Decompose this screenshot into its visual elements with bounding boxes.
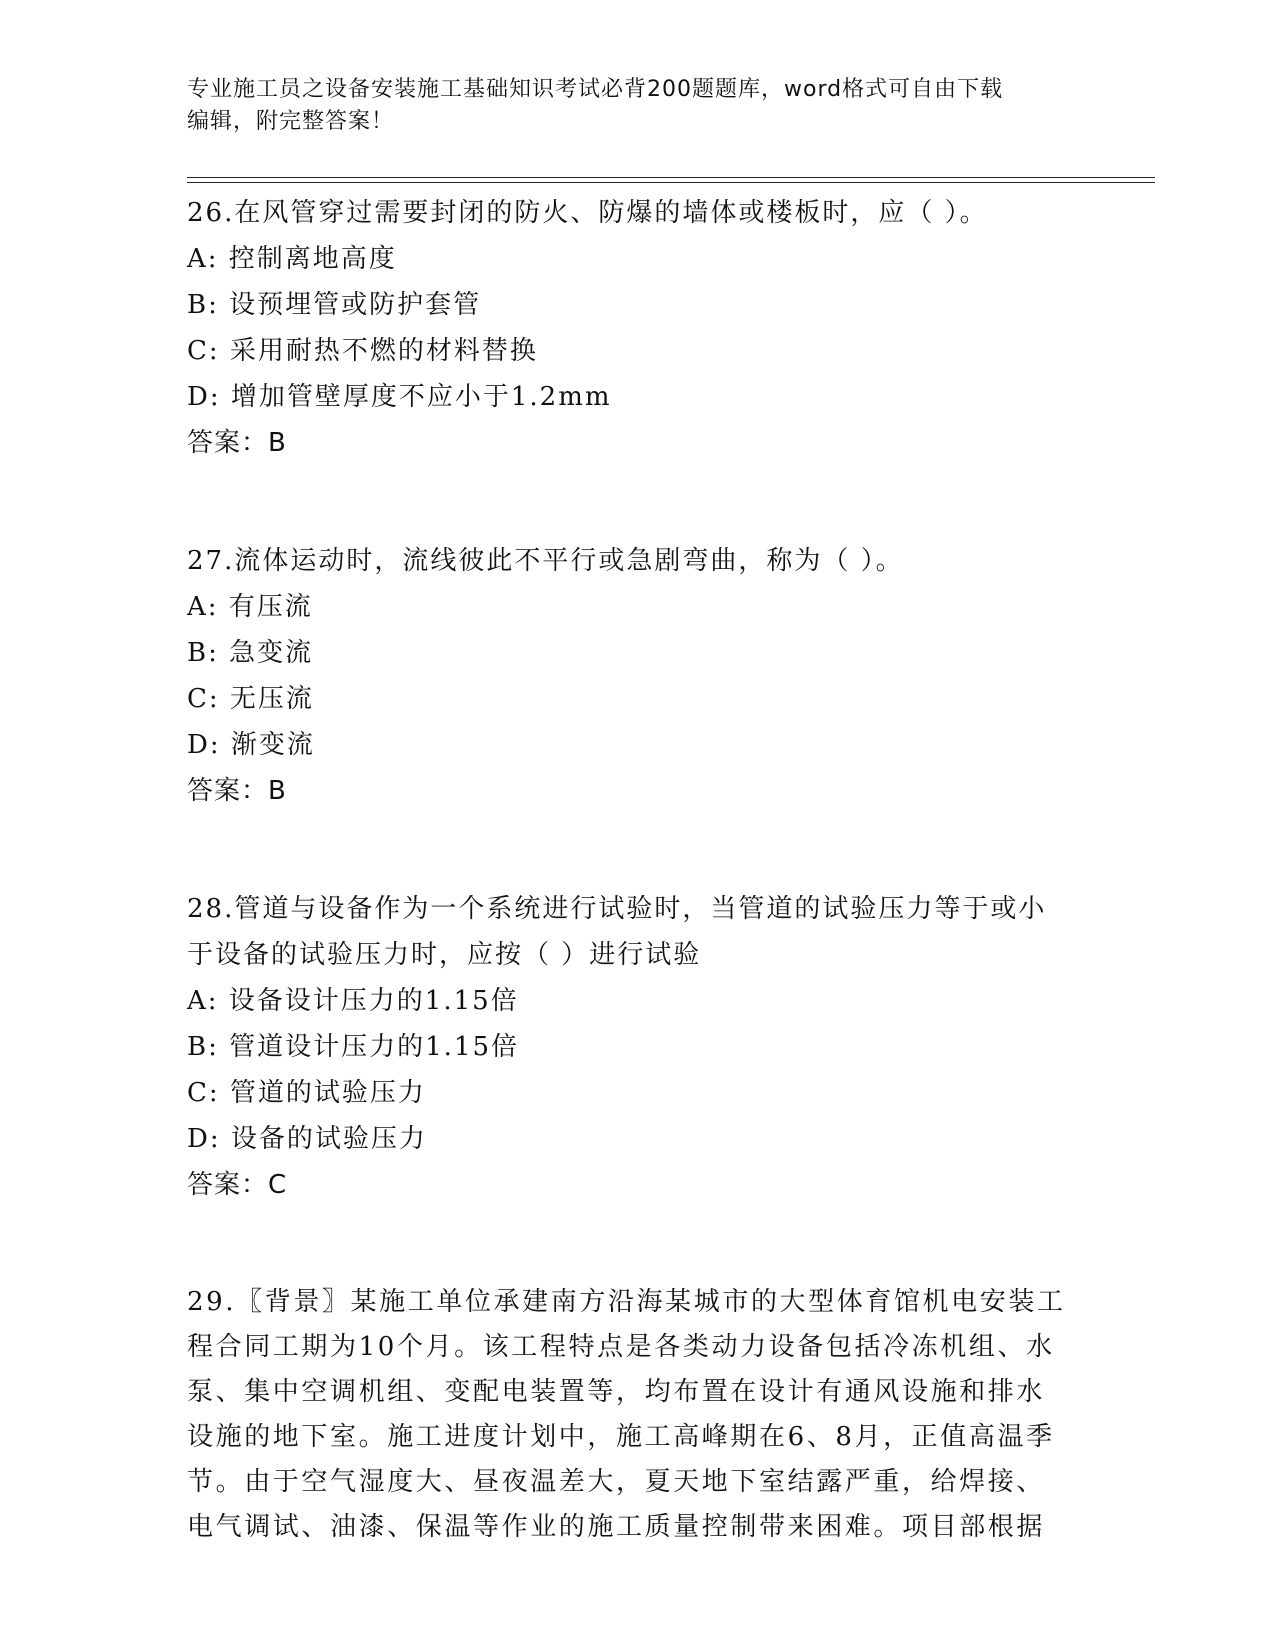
header-divider-bottom [187, 182, 1155, 183]
background-line-1: 29.〖背景〗某施工单位承建南方沿海某城市的大型体育馆机电安装工 [187, 1287, 1066, 1317]
answer: 答案：B [187, 776, 287, 806]
document-header [187, 74, 1087, 138]
question-stem-line-1: 28.管道与设备作为一个系统进行试验时，当管道的试验压力等于或小 [187, 894, 1047, 924]
option-c: C: 采用耐热不燃的材料替换 [187, 336, 538, 366]
question-26 [187, 190, 1087, 466]
option-a: A: 有压流 [187, 592, 313, 622]
answer: 答案：C [187, 1170, 288, 1200]
option-a: A: 控制离地高度 [187, 244, 397, 274]
answer: 答案：B [187, 428, 287, 458]
option-a: A: 设备设计压力的1.15倍 [187, 986, 519, 1016]
spacer [187, 466, 1087, 538]
option-c: C: 管道的试验压力 [187, 1078, 426, 1108]
option-d: D: 增加管壁厚度不应小于1.2mm [187, 382, 612, 412]
option-b: B: 设预埋管或防护套管 [187, 290, 482, 320]
background-line-4: 设施的地下室。施工进度计划中，施工高峰期在6、8月，正值高温季 [187, 1422, 1055, 1452]
header-divider-top [187, 177, 1155, 178]
question-stem: 27.流体运动时，流线彼此不平行或急剧弯曲，称为（ ）。 [187, 546, 904, 576]
question-28 [187, 886, 1087, 1208]
background-line-6: 电气调试、油漆、保温等作业的施工质量控制带来困难。项目部根据 [187, 1512, 1046, 1542]
header-line-1: 专业施工员之设备安装施工基础知识考试必背200题题库，word格式可自由下载 [187, 77, 1004, 102]
option-b: B: 急变流 [187, 638, 314, 668]
question-stem: 26.在风管穿过需要封闭的防火、防爆的墙体或楼板时，应（ ）。 [187, 198, 988, 228]
option-c: C: 无压流 [187, 684, 314, 714]
option-d: D: 渐变流 [187, 730, 315, 760]
background-line-3: 泵、集中空调机组、变配电装置等，均布置在设计有通风设施和排水 [187, 1377, 1046, 1407]
option-b: B: 管道设计压力的1.15倍 [187, 1032, 520, 1062]
spacer [187, 1208, 1087, 1280]
option-d: D: 设备的试验压力 [187, 1124, 427, 1154]
background-line-2: 程合同工期为10个月。该工程特点是各类动力设备包括冷冻机组、水 [187, 1332, 1055, 1362]
spacer [187, 814, 1087, 886]
question-27 [187, 538, 1087, 814]
background-line-5: 节。由于空气湿度大、昼夜温差大，夏天地下室结露严重，给焊接、 [187, 1467, 1046, 1497]
question-stem-line-2: 于设备的试验压力时，应按（ ）进行试验 [187, 940, 702, 970]
question-29 [187, 1280, 1087, 1550]
question-list [187, 190, 1087, 1550]
header-line-2: 编辑，附完整答案！ [187, 109, 395, 134]
